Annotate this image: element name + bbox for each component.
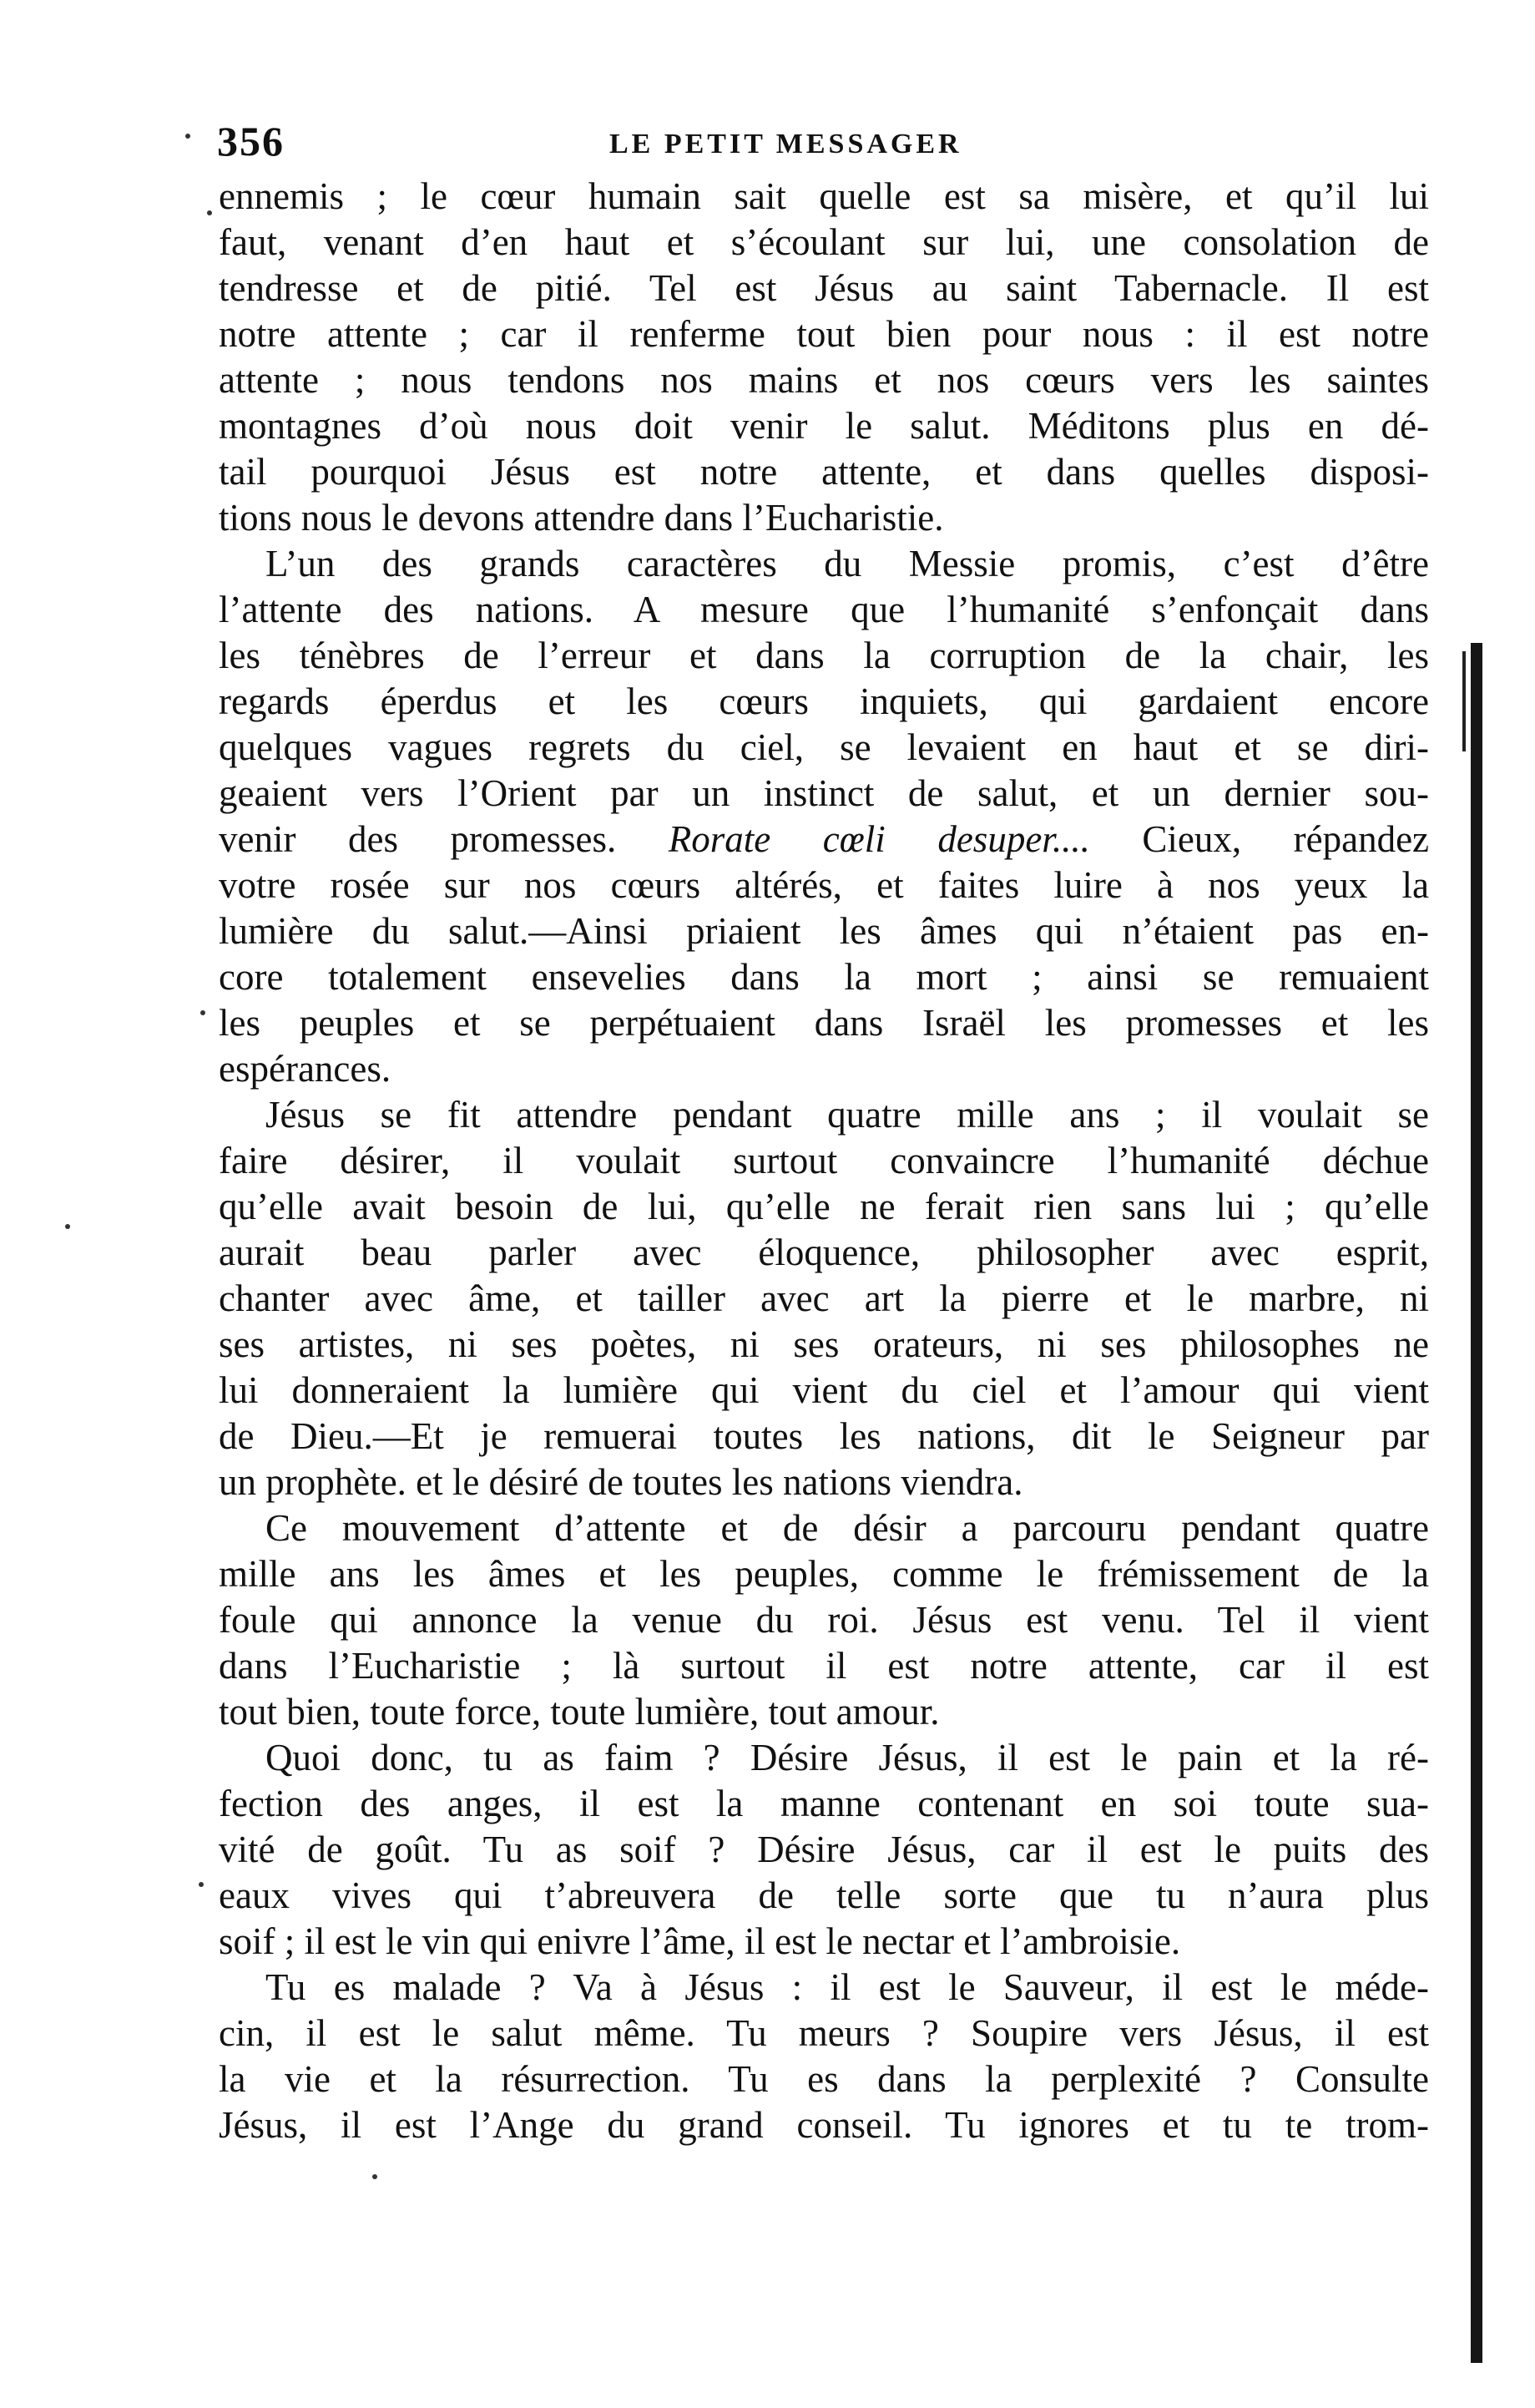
- page-number: 356: [217, 118, 285, 164]
- scan-speck: [185, 134, 190, 139]
- text-line: ses artistes, ni ses poètes, ni ses orateurs, ni ses philosophes ne: [219, 1323, 1429, 1365]
- text-line: lui donneraient la lumière qui vient du ciel et l’amour qui vient: [219, 1369, 1429, 1411]
- text-line: cin, il est le salut même. Tu meurs ? Soupire vers Jésus, il est: [219, 2012, 1429, 2054]
- text-line: espérances.: [219, 1048, 391, 1090]
- text-line: tions nous le devons attendre dans l’Eucharistie.: [219, 497, 944, 539]
- text-line: Jésus, il est l’Ange du grand conseil. Tu ignores et tu te trom-: [219, 2104, 1429, 2146]
- running-title: LE PETIT MESSAGER: [609, 129, 962, 159]
- text-line: votre rosée sur nos cœurs altérés, et faites luire à nos yeux la: [219, 864, 1429, 906]
- text-line: attente ; nous tendons nos mains et nos cœurs vers les saintes: [219, 359, 1429, 401]
- text-line: lumière du salut.—Ainsi priaient les âmes qui n’étaient pas en-: [219, 910, 1429, 952]
- text-line: les peuples et se perpétuaient dans Israël les promesses et les: [219, 1002, 1429, 1044]
- text-line: l’attente des nations. A mesure que l’humanité s’enfonçait dans: [219, 589, 1429, 630]
- body-text: [219, 174, 1429, 2148]
- text-line: faire désirer, il voulait surtout convaincre l’humanité déchue: [219, 1140, 1429, 1181]
- text-line: montagnes d’où nous doit venir le salut. Méditons plus en dé-: [219, 405, 1429, 447]
- text-line: de Dieu.—Et je remuerai toutes les nations, dit le Seigneur par: [219, 1415, 1429, 1457]
- text-line: faut, venant d’en haut et s’écoulant sur lui, une consolation de: [219, 221, 1429, 263]
- text-line: aurait beau parler avec éloquence, philosopher avec esprit,: [219, 1232, 1429, 1273]
- text-line: qu’elle avait besoin de lui, qu’elle ne ferait rien sans lui ; qu’elle: [219, 1186, 1429, 1227]
- text-line: Ce mouvement d’attente et de désir a parcouru pendant quatre: [265, 1507, 1429, 1549]
- text-line: dans l’Eucharistie ; là surtout il est notre attente, car il est: [219, 1645, 1429, 1687]
- binding-shadow: [1471, 643, 1482, 2363]
- scan-speck: [372, 2174, 377, 2179]
- text-line-mixed: [219, 817, 1429, 863]
- text-line: Tu es malade ? Va à Jésus : il est le Sauveur, il est le méde-: [265, 1966, 1429, 2008]
- scan-speck: [199, 1882, 204, 1887]
- scan-speck: [207, 210, 212, 215]
- text-line: un prophète. et le désiré de toutes les nations viendra.: [219, 1461, 1023, 1503]
- text-line: les ténèbres de l’erreur et dans la corruption de la chair, les: [219, 635, 1429, 676]
- text-line: core totalement ensevelies dans la mort ; ainsi se remuaient: [219, 956, 1429, 998]
- text-line: la vie et la résurrection. Tu es dans la perplexité ? Consulte: [219, 2058, 1429, 2100]
- text-line: notre attente ; car il renferme tout bien pour nous : il est notre: [219, 313, 1429, 355]
- text-line: regards éperdus et les cœurs inquiets, qui gardaient encore: [219, 680, 1429, 722]
- text-line: Quoi donc, tu as faim ? Désire Jésus, il est le pain et la ré-: [265, 1737, 1429, 1778]
- text-line: chanter avec âme, et tailler avec art la pierre et le marbre, ni: [219, 1277, 1429, 1319]
- scan-speck: [65, 1224, 70, 1229]
- text-line: tail pourquoi Jésus est notre attente, et dans quelles disposi-: [219, 451, 1429, 493]
- text-line: L’un des grands caractères du Messie promis, c’est d’être: [265, 543, 1429, 584]
- text-segment: Cieux, répandez: [1142, 818, 1430, 860]
- text-line: tendresse et de pitié. Tel est Jésus au saint Tabernacle. Il est: [219, 267, 1429, 309]
- text-line: geaient vers l’Orient par un instinct de salut, et un dernier sou-: [219, 772, 1429, 814]
- text-line: mille ans les âmes et les peuples, comme le frémissement de la: [219, 1553, 1429, 1595]
- latin-quote: Rorate cœli desuper....: [668, 818, 1090, 860]
- text-segment: venir des promesses.: [219, 818, 617, 860]
- text-line: ennemis ; le cœur humain sait quelle est sa misère, et qu’il lui: [219, 175, 1429, 217]
- text-line: fection des anges, il est la manne contenant en soi toute sua-: [219, 1783, 1429, 1824]
- text-line: Jésus se fit attendre pendant quatre mille ans ; il voulait se: [265, 1094, 1429, 1136]
- text-line: soif ; il est le vin qui enivre l’âme, il est le nectar et l’ambroisie.: [219, 1920, 1181, 1962]
- text-line: foule qui annonce la venue du roi. Jésus est venu. Tel il vient: [219, 1599, 1429, 1641]
- scan-speck: [200, 1010, 205, 1015]
- text-line: tout bien, toute force, toute lumière, tout amour.: [219, 1691, 940, 1733]
- text-line: eaux vives qui t’abreuvera de telle sorte que tu n’aura plus: [219, 1874, 1429, 1916]
- binding-edge: [1462, 651, 1466, 751]
- text-line: vité de goût. Tu as soif ? Désire Jésus, car il est le puits des: [219, 1829, 1429, 1870]
- text-line: quelques vagues regrets du ciel, se levaient en haut et se diri-: [219, 726, 1429, 768]
